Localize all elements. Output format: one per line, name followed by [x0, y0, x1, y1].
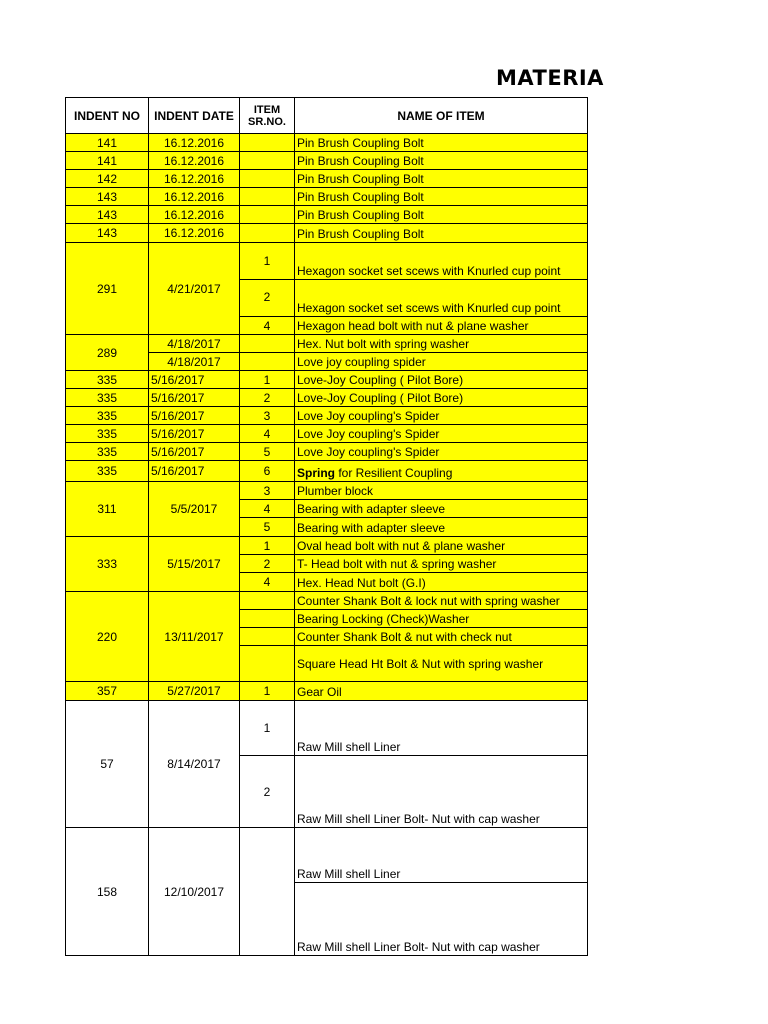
indent-date-cell: 5/5/2017	[148, 481, 240, 537]
header-indent-date: INDENT DATE	[148, 97, 240, 134]
indent-no-cell: 335	[65, 442, 149, 461]
item-srno-cell	[239, 242, 295, 280]
indent-no-cell: 335	[65, 460, 149, 482]
indent-date-cell: 16.12.2016	[148, 223, 240, 243]
item-name-cell	[294, 460, 588, 482]
indent-no-cell: 335	[65, 424, 149, 443]
item-name-cell: Love Joy coupling's Spider	[294, 424, 588, 443]
header-indent-no: INDENT NO	[65, 97, 149, 134]
header-name-of-item: NAME OF ITEM	[294, 97, 588, 134]
item-name-cell: Bearing with adapter sleeve	[294, 499, 588, 518]
item-srno-cell	[239, 187, 295, 206]
item-name-cell: Love Joy coupling's Spider	[294, 406, 588, 425]
item-name-cell: Pin Brush Coupling Bolt	[294, 187, 588, 206]
item-name-cell: Counter Shank Bolt & nut with check nut	[294, 627, 588, 646]
item-name-cell: Hexagon socket set scews with Knurled cup point	[294, 279, 588, 317]
item-name-cell: Pin Brush Coupling Bolt	[294, 223, 588, 243]
indent-date-cell: 5/16/2017	[148, 424, 240, 443]
item-srno-cell	[239, 352, 295, 371]
item-name-cell: Pin Brush Coupling Bolt	[294, 205, 588, 224]
item-name-rest-part: for Resilient Coupling	[335, 466, 453, 480]
item-srno-cell	[239, 223, 295, 243]
item-name-cell: Pin Brush Coupling Bolt	[294, 169, 588, 188]
item-name-cell: Pin Brush Coupling Bolt	[294, 133, 588, 152]
item-name-cell: Raw Mill shell Liner Bolt- Nut with cap washer	[294, 882, 588, 956]
item-name-cell: T- Head bolt with nut & spring washer	[294, 554, 588, 573]
indent-date-cell: 5/16/2017	[148, 370, 240, 389]
item-name-cell: Bearing Locking (Check)Washer	[294, 609, 588, 628]
item-name-cell: Hexagon socket set scews with Knurled cup point	[294, 242, 588, 280]
item-srno-cell: 5	[239, 442, 295, 461]
item-name-cell: Plumber block	[294, 481, 588, 500]
item-srno-cell	[239, 609, 295, 628]
indent-no-cell: 335	[65, 406, 149, 425]
item-srno-cell: 1	[239, 681, 295, 701]
item-srno-cell: 3	[239, 481, 295, 500]
indent-date-cell: 16.12.2016	[148, 205, 240, 224]
item-name-cell: Hexagon head bolt with nut & plane washer	[294, 316, 588, 335]
item-srno-cell: 1	[239, 700, 295, 756]
item-srno-cell: 4	[239, 424, 295, 443]
item-srno-cell	[239, 279, 295, 317]
indent-date-cell: 5/16/2017	[148, 442, 240, 461]
item-srno-cell: 1	[239, 536, 295, 555]
indent-no-cell: 141	[65, 133, 149, 152]
indent-date-cell: 13/11/2017	[148, 591, 240, 682]
indent-no-cell: 333	[65, 536, 149, 592]
item-srno-cell	[239, 151, 295, 170]
item-srno-cell	[239, 827, 295, 956]
item-srno-cell: 4	[239, 572, 295, 592]
item-name-cell: Hex. Nut bolt with spring washer	[294, 334, 588, 353]
item-srno-cell	[239, 133, 295, 152]
indent-no-cell: 143	[65, 187, 149, 206]
indent-no-cell: 143	[65, 223, 149, 243]
indent-date-cell: 5/15/2017	[148, 536, 240, 592]
indent-date-cell: 16.12.2016	[148, 133, 240, 152]
item-name-cell: Hex. Head Nut bolt (G.I)	[294, 572, 588, 592]
indent-date-cell: 16.12.2016	[148, 187, 240, 206]
item-srno-cell	[239, 645, 295, 682]
item-name-cell: Raw Mill shell Liner Bolt- Nut with cap washer	[294, 755, 588, 828]
indent-date-cell: 5/16/2017	[148, 460, 240, 482]
item-name-cell: Square Head Ht Bolt & Nut with spring washer	[294, 645, 588, 682]
sheet-title: MATERIA	[496, 66, 604, 90]
item-srno-cell: 4	[239, 316, 295, 335]
indent-no-cell: 291	[65, 242, 149, 335]
item-srno-cell: 2	[239, 388, 295, 407]
indent-no-cell: 142	[65, 169, 149, 188]
item-srno-cell: 2	[239, 755, 295, 828]
item-name-cell: Pin Brush Coupling Bolt	[294, 151, 588, 170]
item-srno-cell: 3	[239, 406, 295, 425]
indent-date-cell: 12/10/2017	[148, 827, 240, 956]
item-name-cell: Gear Oil	[294, 681, 588, 701]
item-srno-cell	[239, 205, 295, 224]
item-srno-cell: 4	[239, 499, 295, 518]
item-name-cell: Love joy coupling spider	[294, 352, 588, 371]
indent-date-cell: 8/14/2017	[148, 700, 240, 828]
indent-no-cell: 57	[65, 700, 149, 828]
header-item-srno-line1: ITEM	[253, 103, 281, 116]
item-srno-value: 1	[263, 254, 271, 268]
item-srno-cell	[239, 334, 295, 353]
header-item-srno	[239, 97, 295, 134]
item-srno-cell: 2	[239, 554, 295, 573]
item-name-cell: Raw Mill shell Liner	[294, 700, 588, 756]
item-name-cell: Oval head bolt with nut & plane washer	[294, 536, 588, 555]
indent-no-cell: 335	[65, 370, 149, 389]
indent-date-cell: 4/18/2017	[148, 352, 240, 371]
item-srno-cell	[239, 169, 295, 188]
indent-no-cell: 335	[65, 388, 149, 407]
indent-date-cell: 5/16/2017	[148, 406, 240, 425]
item-srno-cell	[239, 591, 295, 610]
item-name-cell: Bearing with adapter sleeve	[294, 517, 588, 537]
item-name-cell: Love-Joy Coupling ( Pilot Bore)	[294, 370, 588, 389]
indent-date-cell: 16.12.2016	[148, 169, 240, 188]
item-name-cell: Counter Shank Bolt & lock nut with spring washer	[294, 591, 588, 610]
indent-date-cell: 16.12.2016	[148, 151, 240, 170]
indent-no-cell: 311	[65, 481, 149, 537]
indent-date-cell: 5/16/2017	[148, 388, 240, 407]
indent-date-cell: 4/21/2017	[148, 242, 240, 335]
indent-date-cell: 5/27/2017	[148, 681, 240, 701]
indent-no-cell: 220	[65, 591, 149, 682]
item-srno-value: 2	[263, 290, 271, 304]
item-srno-cell: 5	[239, 517, 295, 537]
item-name-bold-part: Spring	[297, 466, 335, 480]
indent-no-cell: 141	[65, 151, 149, 170]
indent-date-cell: 4/18/2017	[148, 334, 240, 353]
item-name-cell: Love-Joy Coupling ( Pilot Bore)	[294, 388, 588, 407]
item-name-cell: Love Joy coupling's Spider	[294, 442, 588, 461]
indent-no-cell: 143	[65, 205, 149, 224]
header-item-srno-line2: SR.NO.	[248, 115, 286, 128]
indent-no-cell: 158	[65, 827, 149, 956]
item-srno-cell	[239, 627, 295, 646]
indent-no-cell: 357	[65, 681, 149, 701]
indent-no-cell: 289	[65, 334, 149, 371]
item-srno-cell: 1	[239, 370, 295, 389]
item-name-cell: Raw Mill shell Liner	[294, 827, 588, 883]
item-srno-cell: 6	[239, 460, 295, 482]
